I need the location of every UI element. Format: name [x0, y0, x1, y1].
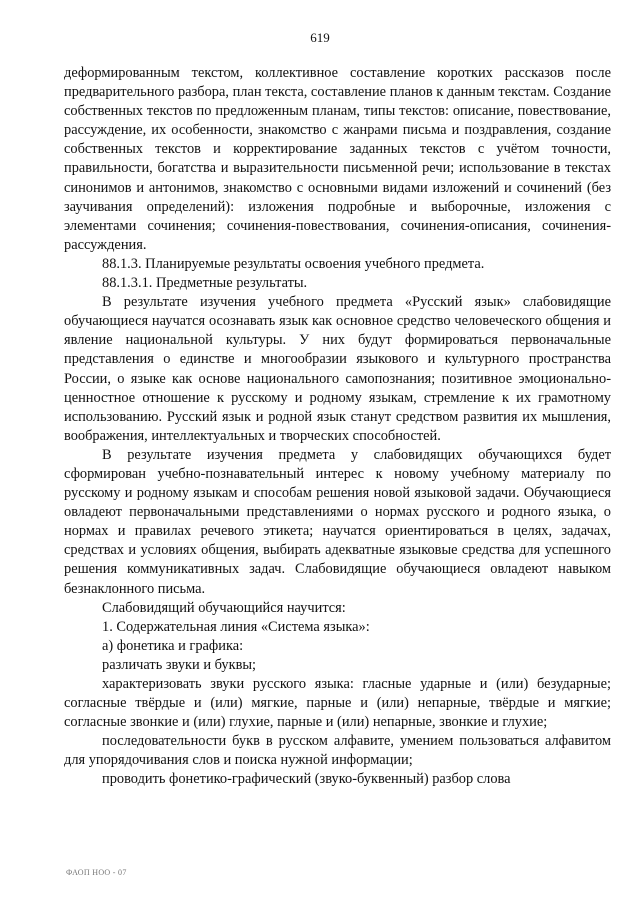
paragraph-6: Слабовидящий обучающийся научится:: [102, 599, 346, 616]
paragraph-9: различать звуки и буквы;: [102, 656, 257, 673]
paragraph-5: В результате изучения предмета у слабовидящих обучающихся будет сформирован учебно-познавательный интерес к новому учебному материалу по русскому и родному языкам и способам решения новой языковой задачи. Обучающиеся овладеют первоначальными представлениями о нормах русского и родного языка, о нормах и правилах речевого этикета; научатся ориентироваться в целях, задачах, средствах и условиях общения, выбирать адекватные языковые средства для успешного решения коммуникативных задач. Слабовидящие обучающиеся овладеют навыком безнаклонного письма.: [64, 446, 611, 597]
footer-code: ФАОП НОО - 07: [66, 868, 127, 877]
paragraph-12: проводить фонетико-графический (звуко-буквенный) разбор слова: [102, 771, 511, 788]
document-body: [64, 64, 611, 790]
paragraph-1: деформированным текстом, коллективное составление коротких рассказов после предварительного разбора, план текста, составление планов к данным текстам. Создание собственных текстов по предложенным планам, типы текстов: описание, повествование, рассуждение, их особенности, знакомство с жанрами письма и поздравления, создание собственных текстов и корректирование заданных текстов с учётом точности, правильности, богатства и выразительности письменной речи; использование в текстах синонимов и антонимов, знакомство с основными видами изложений и сочинений (без заучивания определений): изложения подробные и выборочные, изложения с элементами сочинения; сочинения-повествования, сочинения-описания, сочинения-рассуждения.: [64, 65, 611, 253]
section-heading-88-1-3: 88.1.3. Планируемые результаты освоения учебного предмета.: [102, 255, 485, 272]
paragraph-7: 1. Содержательная линия «Система языка»:: [102, 618, 370, 635]
paragraph-11: последовательности букв в русском алфавите, умением пользоваться алфавитом для упорядочивания слов и поиска нужной информации;: [64, 733, 611, 769]
page-number: 619: [310, 30, 330, 45]
section-heading-88-1-3-1: 88.1.3.1. Предметные результаты.: [102, 275, 308, 292]
paragraph-8: а) фонетика и графика:: [102, 637, 244, 654]
paragraph-4: В результате изучения учебного предмета «Русский язык» слабовидящие обучающиеся научатся осознавать язык как основное средство человеческого общения и явление национальной культуры. У них будут формироваться первоначальные представления о единстве и многообразии языкового и культурного пространства России, о языке как основе национального самопознания; позитивное эмоционально-ценностное отношение к русскому и родному языкам, стремление к их грамотному использованию. Русский язык и родной язык станут средством развития их мышления, воображения, интеллектуальных и творческих способностей.: [64, 294, 611, 444]
paragraph-10: характеризовать звуки русского языка: гласные ударные и (или) безударные; согласные твёрдые и (или) мягкие, парные и (или) непарные, твёрдые и мягкие; согласные звонкие и (или) глухие, парные и (или) непарные, звонкие и глухие;: [64, 676, 611, 731]
